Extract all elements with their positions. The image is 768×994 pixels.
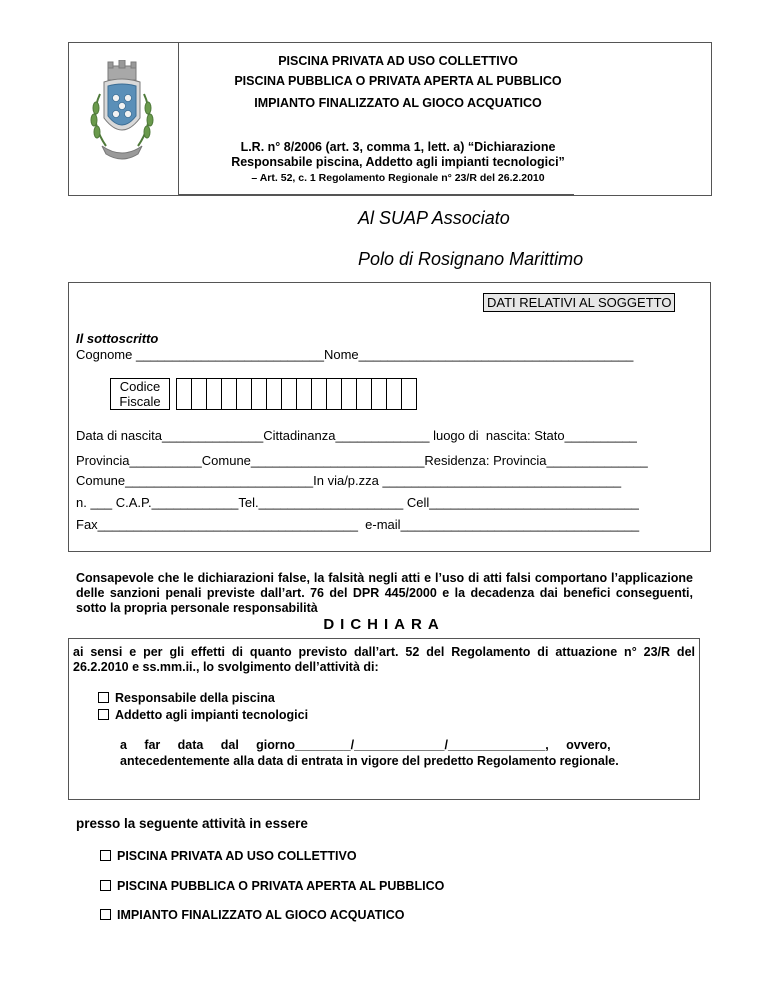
codice-fiscale-label: Codice Fiscale bbox=[110, 378, 170, 410]
cf-cell[interactable] bbox=[297, 378, 312, 410]
cf-cell[interactable] bbox=[282, 378, 297, 410]
option-label: PISCINA PUBBLICA O PRIVATA APERTA AL PUBBLICO bbox=[117, 879, 445, 893]
option-label: Addetto agli impianti tecnologici bbox=[115, 708, 309, 722]
header-title-2: PISCINA PUBBLICA O PRIVATA APERTA AL PUBBLICO bbox=[234, 74, 562, 88]
checkbox-icon[interactable] bbox=[100, 909, 111, 920]
cf-cell[interactable] bbox=[237, 378, 252, 410]
cf-cell[interactable] bbox=[176, 378, 192, 410]
consapevole-paragraph: Consapevole che le dichiarazioni false, la falsità negli atti e l’uso di atti falsi comportano l’applicazione delle sanzioni penali previste dall’art. 76 del DPR 445/2000 e la decadenza dai benefici conseguenti, sotto la propria personale responsabilità bbox=[76, 571, 693, 615]
activity-option-pubblica[interactable] bbox=[100, 879, 444, 893]
addressee-line-2: Polo di Rosignano Marittimo bbox=[358, 249, 584, 269]
header-title-3: IMPIANTO FINALIZZATO AL GIOCO ACQUATICO bbox=[254, 96, 542, 110]
header-bottom-rule bbox=[178, 194, 574, 195]
municipal-crest-logo bbox=[84, 60, 160, 170]
cf-cell[interactable] bbox=[267, 378, 282, 410]
section-tag-subject-data: DATI RELATIVI AL SOGGETTO bbox=[483, 293, 675, 312]
fax-email-field-row[interactable]: Fax____________________________________ e-mail_________________________________ bbox=[76, 517, 640, 532]
cf-cell[interactable] bbox=[387, 378, 402, 410]
checkbox-icon[interactable] bbox=[98, 692, 109, 703]
start-date-note: antecedentemente alla data di entrata in vigore del predetto Regolamento regionale. bbox=[120, 754, 619, 768]
subject-heading: Il sottoscritto bbox=[76, 331, 159, 346]
checkbox-icon[interactable] bbox=[100, 850, 111, 861]
checkbox-icon[interactable] bbox=[98, 709, 109, 720]
cf-cell[interactable] bbox=[327, 378, 342, 410]
codice-fiscale-cells[interactable] bbox=[176, 378, 417, 410]
nascita-field-row[interactable]: Data di nascita______________Cittadinanza_____________ luogo di nascita: Stato__________ bbox=[76, 428, 637, 443]
checkbox-icon[interactable] bbox=[100, 880, 111, 891]
cap-tel-field-row[interactable]: n. ___ C.A.P.____________Tel.____________________ Cell_____________________________ bbox=[76, 495, 639, 510]
cf-cell[interactable] bbox=[192, 378, 207, 410]
law-reference-line-2: Responsabile piscina, Addetto agli impianti tecnologici” bbox=[231, 155, 565, 169]
comune-field-row[interactable]: Comune__________________________In via/p.zza _________________________________ bbox=[76, 473, 622, 488]
option-label: Responsabile della piscina bbox=[115, 691, 275, 705]
cf-cell[interactable] bbox=[357, 378, 372, 410]
cf-cell[interactable] bbox=[252, 378, 267, 410]
cf-cell[interactable] bbox=[312, 378, 327, 410]
header-title-1: PISCINA PRIVATA AD USO COLLETTIVO bbox=[278, 54, 518, 68]
dichiara-heading: DICHIARA bbox=[323, 616, 445, 633]
cf-cell[interactable] bbox=[372, 378, 387, 410]
cf-cell[interactable] bbox=[222, 378, 237, 410]
cf-cell[interactable] bbox=[207, 378, 222, 410]
addressee-line-1: Al SUAP Associato bbox=[358, 208, 510, 228]
presso-heading: presso la seguente attività in essere bbox=[76, 816, 308, 831]
subject-data-box bbox=[68, 282, 711, 552]
option-label: IMPIANTO FINALIZZATO AL GIOCO ACQUATICO bbox=[117, 908, 405, 922]
option-responsabile[interactable] bbox=[98, 691, 275, 705]
cf-cell[interactable] bbox=[402, 378, 417, 410]
law-reference-line-1: L.R. n° 8/2006 (art. 3, comma 1, lett. a) “Dichiarazione bbox=[240, 140, 556, 154]
start-date-line[interactable]: a far data dal giorno________/_____________/______________, ovvero, bbox=[120, 738, 611, 752]
declaration-intro: ai sensi e per gli effetti di quanto previsto dall’art. 52 del Regolamento di attuazione n° 23/R del 26.2.2010 e ss.mm.ii., lo svolgimento dell’attività di: bbox=[73, 645, 695, 674]
option-label: PISCINA PRIVATA AD USO COLLETTIVO bbox=[117, 849, 357, 863]
option-addetto[interactable] bbox=[98, 708, 308, 722]
activity-option-privata[interactable] bbox=[100, 849, 357, 863]
law-reference-line-3: – Art. 52, c. 1 Regolamento Regionale n° 23/R del 26.2.2010 bbox=[251, 172, 545, 184]
activity-option-gioco[interactable] bbox=[100, 908, 405, 922]
provincia-field-row[interactable]: Provincia__________Comune________________________Residenza: Provincia______________ bbox=[76, 453, 648, 468]
cf-cell[interactable] bbox=[342, 378, 357, 410]
cognome-nome-field[interactable]: Cognome __________________________Nome______________________________________ bbox=[76, 347, 634, 362]
